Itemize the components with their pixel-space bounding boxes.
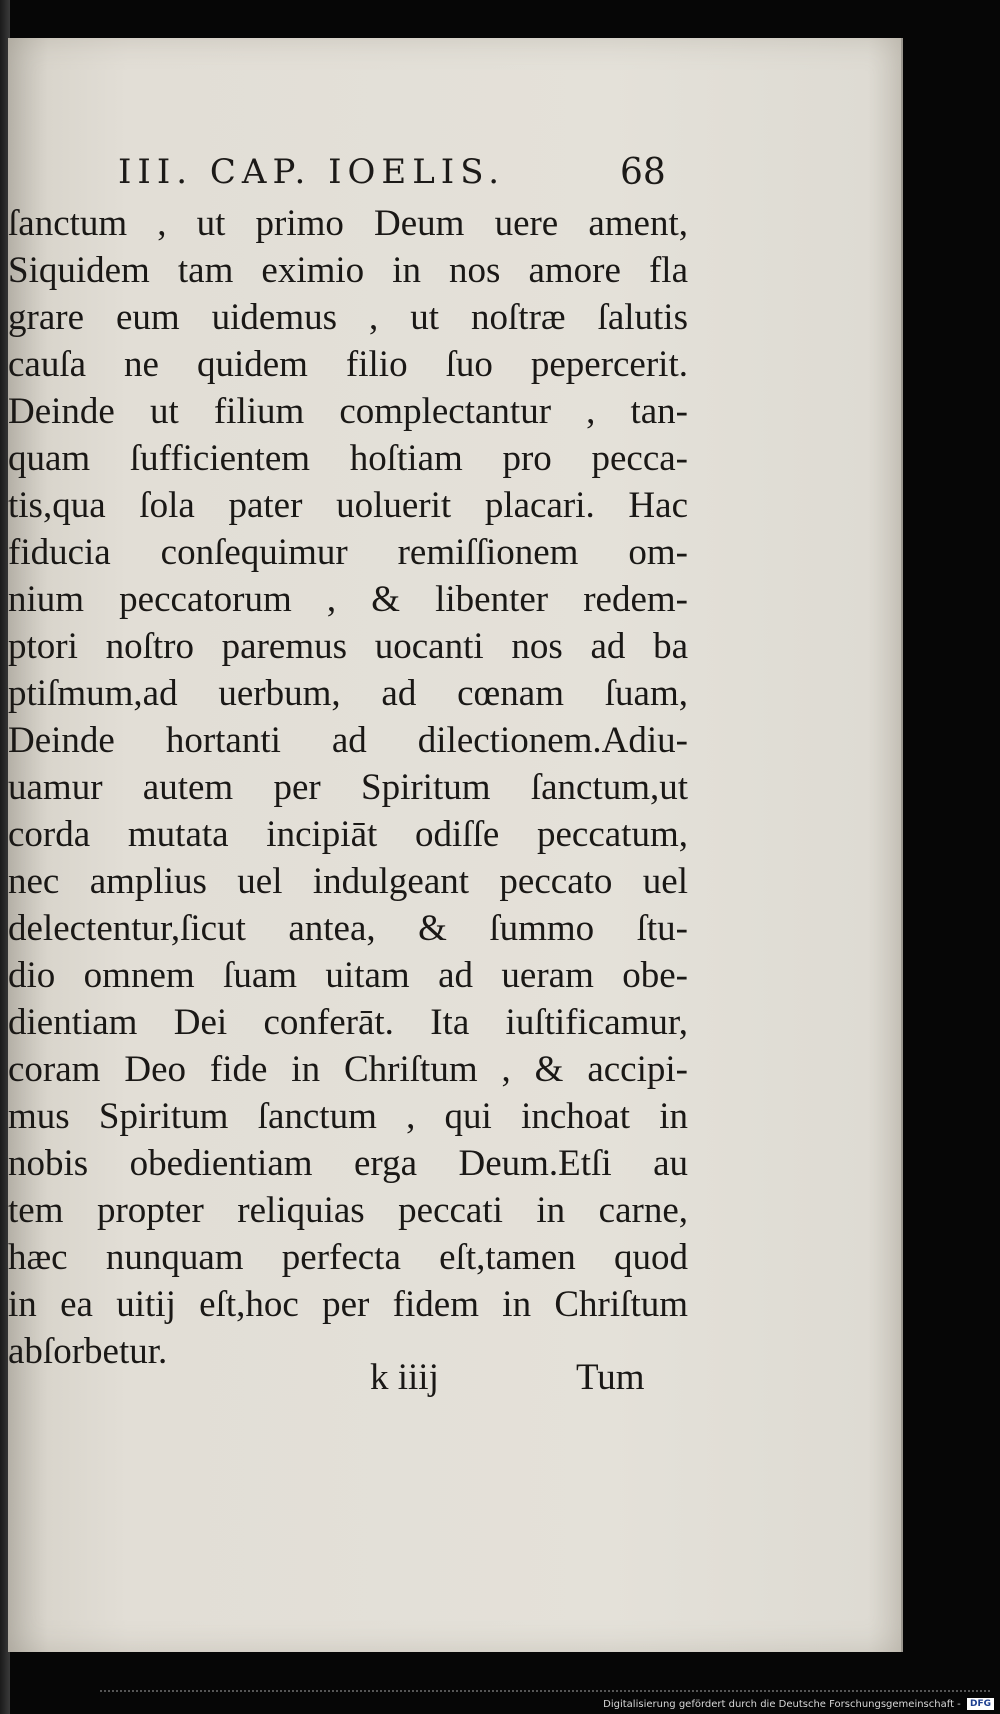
text-line: ptiſmum,ad uerbum, ad cœnam ſuam, [8, 673, 688, 714]
text-line: nec amplius uel indulgeant peccato uel [8, 861, 688, 902]
catchword: Tum [576, 1357, 645, 1398]
digitization-credit [603, 1698, 994, 1712]
text-line: cauſa ne quidem filio ſuo pepercerit. [8, 344, 688, 385]
text-line: quam ſufficientem hoſtiam pro pecca- [8, 438, 688, 479]
text-line: Deinde ut filium complectantur , tan- [8, 391, 688, 432]
text-line: corda mutata incipiāt odiſſe peccatum, [8, 814, 688, 855]
text-line: nium peccatorum , & libenter redem- [8, 579, 688, 620]
text-line: coram Deo fide in Chriſtum , & accipi- [8, 1049, 688, 1090]
running-head-title: III. CAP. IOELIS. [118, 152, 506, 192]
text-line: tis,qua ſola pater uoluerit placari. Hac [8, 485, 688, 526]
folio-number: 68 [620, 152, 666, 193]
text-line: hæc nunquam perfecta eſt,tamen quod [8, 1237, 688, 1278]
text-line: dio omnem ſuam uitam ad ueram obe- [8, 955, 688, 996]
text-line: nobis obedientiam erga Deum.Etſi au [8, 1143, 688, 1184]
text-line: uamur autem per Spiritum ſanctum,ut [8, 767, 688, 808]
dotted-rule [100, 1690, 990, 1692]
text-line: dientiam Dei conferāt. Ita iuſtificamur, [8, 1002, 688, 1043]
body-text [8, 200, 688, 1375]
text-line: grare eum uidemus , ut noſtræ ſalutis [8, 297, 688, 338]
text-line: ſanctum , ut primo Deum uere ament, [8, 203, 688, 244]
dfg-logo-badge: DFG [967, 1698, 994, 1710]
credit-text: Digitalisierung gefördert durch die Deutsche Forschungsgemeinschaft - [603, 1699, 961, 1710]
text-line: fiducia conſequimur remiſſionem om- [8, 532, 688, 573]
signature-mark: k iiij [370, 1357, 439, 1398]
text-line: in ea uitij eſt,hoc per fidem in Chriſtum [8, 1284, 688, 1325]
text-line: delectentur,ſicut antea, & ſummo ſtu- [8, 908, 688, 949]
text-line: Deinde hortanti ad dilectionem.Adiu- [8, 720, 688, 761]
text-line: ptori noſtro paremus uocanti nos ad ba [8, 626, 688, 667]
text-line: mus Spiritum ſanctum , qui inchoat in [8, 1096, 688, 1137]
text-line: Siquidem tam eximio in nos amore fla [8, 250, 688, 291]
page-footer [360, 1356, 680, 1406]
text-line: tem propter reliquias peccati in carne, [8, 1190, 688, 1231]
text-line: abſorbetur. [8, 1331, 168, 1372]
